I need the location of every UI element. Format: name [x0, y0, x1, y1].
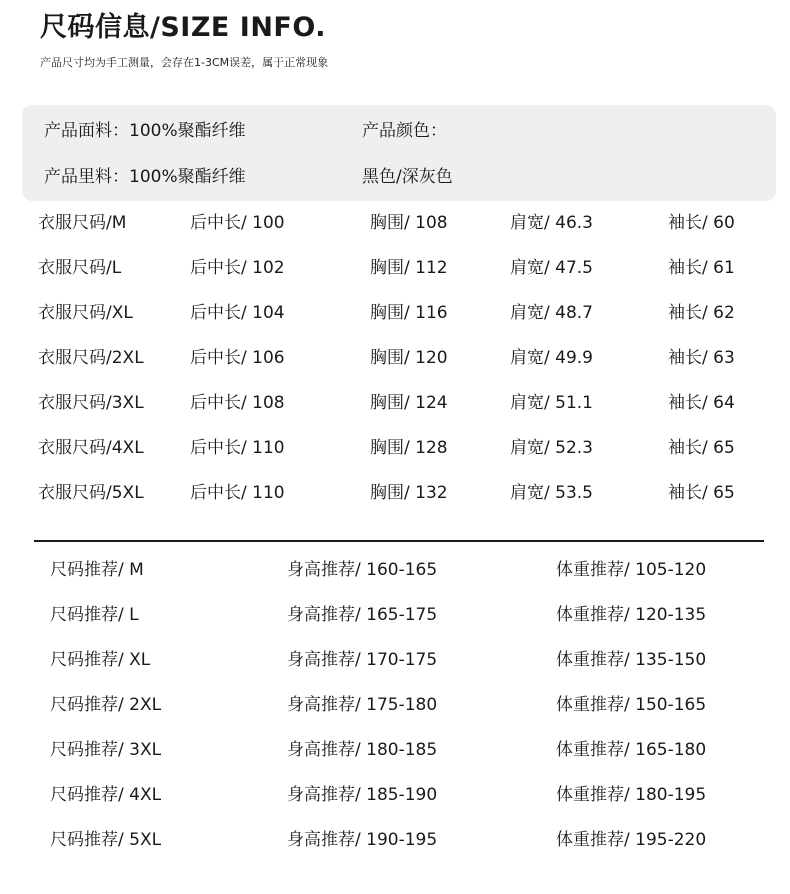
table-row [0, 829, 790, 874]
table-row [0, 604, 790, 649]
spec-size: 衣服尺码/2XL [38, 348, 144, 368]
rec-height: 身高推荐/ 190-195 [287, 830, 438, 850]
spec-back-length: 后中长/ 102 [190, 258, 285, 278]
table-row [0, 392, 790, 437]
rec-height: 身高推荐/ 180-185 [287, 740, 438, 760]
color-label: 产品颜色： [362, 121, 447, 141]
spec-shoulder: 肩宽/ 49.9 [510, 348, 593, 368]
spec-size: 衣服尺码/5XL [38, 483, 144, 503]
spec-chest: 胸围/ 120 [370, 348, 448, 368]
spec-size: 衣服尺码/L [38, 258, 122, 278]
spec-shoulder: 肩宽/ 52.3 [510, 438, 593, 458]
spec-chest: 胸围/ 132 [370, 483, 448, 503]
spec-size: 衣服尺码/3XL [38, 393, 144, 413]
spec-shoulder: 肩宽/ 48.7 [510, 303, 593, 323]
spec-sleeve: 袖长/ 62 [668, 303, 735, 323]
measurement-note: 产品尺寸均为手工测量，会存在1-3CM误差，属于正常现象 [40, 56, 329, 69]
color-values: 黑色/深灰色 [362, 167, 453, 187]
spec-shoulder: 肩宽/ 46.3 [510, 213, 593, 233]
spec-sleeve: 袖长/ 65 [668, 438, 735, 458]
spec-chest: 胸围/ 128 [370, 438, 448, 458]
spec-sleeve: 袖长/ 61 [668, 258, 735, 278]
rec-size: 尺码推荐/ M [50, 560, 144, 580]
spec-shoulder: 肩宽/ 51.1 [510, 393, 593, 413]
page-title: 尺码信息/SIZE INFO. [40, 12, 326, 43]
rec-height: 身高推荐/ 165-175 [287, 605, 438, 625]
rec-weight: 体重推荐/ 165-180 [556, 740, 707, 760]
spec-sleeve: 袖长/ 60 [668, 213, 735, 233]
spec-sleeve: 袖长/ 65 [668, 483, 735, 503]
table-row [0, 784, 790, 829]
spec-sleeve: 袖长/ 64 [668, 393, 735, 413]
spec-chest: 胸围/ 112 [370, 258, 448, 278]
spec-size: 衣服尺码/4XL [38, 438, 144, 458]
rec-height: 身高推荐/ 175-180 [287, 695, 438, 715]
spec-back-length: 后中长/ 104 [190, 303, 285, 323]
spec-chest: 胸围/ 108 [370, 213, 448, 233]
rec-size: 尺码推荐/ L [50, 605, 139, 625]
spec-back-length: 后中长/ 110 [190, 483, 285, 503]
spec-size: 衣服尺码/M [38, 213, 127, 233]
rec-weight: 体重推荐/ 180-195 [556, 785, 707, 805]
spec-sleeve: 袖长/ 63 [668, 348, 735, 368]
section-divider [34, 540, 764, 542]
fabric-label: 产品面料：100%聚酯纤维 [44, 121, 246, 141]
rec-weight: 体重推荐/ 120-135 [556, 605, 707, 625]
rec-size: 尺码推荐/ 3XL [50, 740, 162, 760]
rec-size: 尺码推荐/ 5XL [50, 830, 162, 850]
rec-weight: 体重推荐/ 195-220 [556, 830, 707, 850]
spec-chest: 胸围/ 116 [370, 303, 448, 323]
rec-weight: 体重推荐/ 150-165 [556, 695, 707, 715]
table-row [0, 257, 790, 302]
rec-height: 身高推荐/ 170-175 [287, 650, 438, 670]
lining-label: 产品里料：100%聚酯纤维 [44, 167, 246, 187]
table-row [0, 649, 790, 694]
table-row [0, 212, 790, 257]
table-row [0, 302, 790, 347]
rec-size: 尺码推荐/ XL [50, 650, 151, 670]
rec-height: 身高推荐/ 160-165 [287, 560, 438, 580]
spec-shoulder: 肩宽/ 53.5 [510, 483, 593, 503]
rec-size: 尺码推荐/ 2XL [50, 695, 162, 715]
table-row [0, 559, 790, 604]
material-info-panel [22, 105, 776, 201]
size-spec-table [0, 212, 790, 527]
spec-back-length: 后中长/ 106 [190, 348, 285, 368]
rec-height: 身高推荐/ 185-190 [287, 785, 438, 805]
table-row [0, 437, 790, 482]
spec-shoulder: 肩宽/ 47.5 [510, 258, 593, 278]
table-row [0, 482, 790, 527]
rec-size: 尺码推荐/ 4XL [50, 785, 162, 805]
spec-back-length: 后中长/ 110 [190, 438, 285, 458]
table-row [0, 347, 790, 392]
size-recommendation-table [0, 559, 790, 874]
spec-chest: 胸围/ 124 [370, 393, 448, 413]
table-row [0, 694, 790, 739]
table-row [0, 739, 790, 784]
spec-back-length: 后中长/ 108 [190, 393, 285, 413]
spec-back-length: 后中长/ 100 [190, 213, 285, 233]
spec-size: 衣服尺码/XL [38, 303, 133, 323]
rec-weight: 体重推荐/ 135-150 [556, 650, 707, 670]
rec-weight: 体重推荐/ 105-120 [556, 560, 707, 580]
